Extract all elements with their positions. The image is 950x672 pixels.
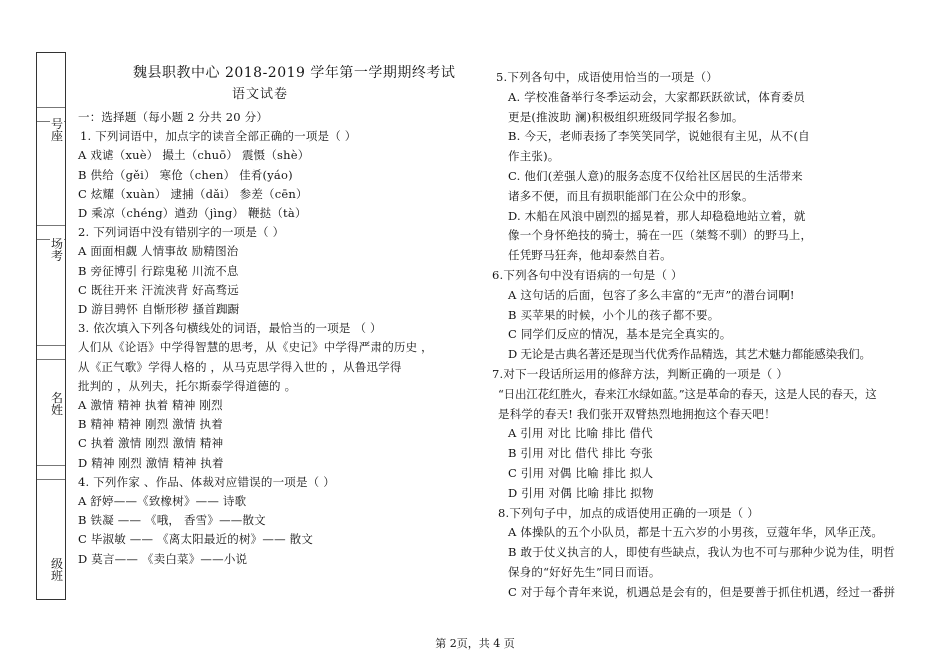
text-line: 人们从《论语》中学得智慧的思考，从《史记》中学得严肃的历史 ， [78,340,433,355]
text-line: D 精神 刚烈 激情 精神 执着 [78,455,224,470]
text-line: 从《正气歌》学得人格的 ，从马克思学得入世的 ，从鲁迅学得 [78,359,402,374]
page-footer: 第 2页，共 4 页 [435,637,515,650]
text-line: D 莫言—— 《卖白菜》——小说 [78,551,248,566]
binding-label-name: 名姓 [50,391,63,417]
text-line: 7.对下一段话所运用的修辞方法，判断正确的一项是（ ） [492,367,789,381]
text-line: B. 今天，老师表扬了李笑笑同学，说她很有主见，从不(自 [508,129,810,144]
text-line: C 同学们反应的情况，基本是完全真实的。 [508,327,732,342]
text-line: A. 学校准备举行冬季运动会，大家都跃跃欲试，体育委员 [508,89,806,104]
text-line: C 对于每个青年来说，机遇总是会有的，但是要善于抓住机遇，经过一番拼 [508,584,896,599]
text-line: B 铁凝 —— 《哦， 香雪》——散文 [78,513,266,528]
text-line: A 这句话的后面，包容了多么丰富的“无声”的潜台词啊! [508,287,795,302]
text-line: 1. 下列词语中，加点字的读音全部正确的一项是（ ） [80,129,357,144]
text-line: C 引用 对偶 比喻 排比 拟人 [508,466,654,480]
text-line: 像一个身怀绝技的骑士，骑在一匹（桀骜不驯）的野马上， [508,228,813,243]
text-line: “日出江花红胜火，春来江水绿如蓝。”这是革命的春天，这是人民的春天，这 [498,386,877,401]
text-line: B 旁征博引 行踪鬼秘 川流不息 [78,263,239,278]
text-line: C 炫耀（xuàn） 逮捕（dǎi） 参差（cēn） [78,186,308,201]
text-line: 批判的 ，从列夫，托尔斯泰学得道德的 。 [78,378,297,393]
binding-label-room: 场考 [50,237,63,263]
binding-label-class: 级班 [50,557,63,583]
text-line: B 敢于仗义执言的人，即使有些缺点，我认为也不可与那种少说为佳，明哲 [508,545,895,560]
text-line: 3. 依次填入下列各句横线处的词语，最恰当的一项是 （ ） [78,321,382,336]
text-line: A 舒婷——《致橡树》—— 诗歌 [78,494,247,508]
text-line: C 毕淑敏 —— 《离太阳最近的树》—— 散文 [78,532,314,547]
text-line: B 引用 对比 借代 排比 夸张 [508,446,653,461]
exam-title: 魏县职教中心 2018-2019 学年第一学期期终考试 [133,65,456,81]
text-line: 8.下列句子中，加点的成语使用正确的一项是（ ） [498,505,759,520]
text-line: C 执着 激情 刚烈 激情 精神 [78,436,224,451]
text-line: 6.下列各句中没有语病的一句是（ ） [492,268,683,282]
text-line: 5.下列各句中，成语使用恰当的一项是（） [496,70,718,84]
text-line: A 体操队的五个小队员，都是十五六岁的小男孩，豆蔻年华，风华正茂。 [508,525,884,540]
text-line: D 引用 对偶 比喻 排比 拟物 [508,485,654,500]
exam-subtitle: 语文试卷 [232,87,289,102]
text-line: D 游目骋怀 自惭形秽 搔首踟蹰 [78,302,240,316]
text-line: D 乘凉（chéng）遒劲（jìng） 鞭挞（tà） [78,206,307,220]
text-line: 更是(推波助 澜)积极组织班级同学报名参加。 [508,109,744,124]
binding-label-seat: 号座 [50,117,63,143]
text-line: 一：选择题（每小题 2 分共 20 分） [78,110,269,124]
text-line: A 引用 对比 比喻 排比 借代 [508,426,653,441]
text-line: C. 他们(差强人意)的服务态度不仅给社区居民的生活带来 [508,169,803,183]
text-line: 4. 下列作家 、作品、体裁对应错误的一项是（ ） [78,474,335,489]
text-line: D. 木船在风浪中剧烈的摇晃着，那人却稳稳地站立着，就 [508,208,806,223]
text-line: 任凭野马狂奔，他却泰然自若。 [508,248,672,263]
text-line: D 无论是古典名著还是现当代优秀作品精选，其艺术魅力都能感染我们。 [508,347,871,362]
text-line: B 供给（gěi） 寒伧（chen） 佳肴(yáo) [78,167,293,182]
text-line: 诸多不便，而且有损职能部门在公众中的形象。 [508,188,754,203]
text-line: A 戏谑（xuè） 撮土（chuō） 震慑（shè） [78,148,310,163]
text-line: A 激情 精神 执着 精神 刚烈 [78,398,223,412]
text-line: C 既往开来 汗流浃背 好高骛远 [78,282,239,297]
text-line: 是科学的春天! 我们张开双臂热烈地拥抱这个春天吧！ [498,406,776,421]
text-line: 2. 下列词语中没有错别字的一项是（ ） [78,225,285,240]
text-line: A 面面相觑 人情事故 励精图治 [78,244,239,259]
text-line: B 精神 精神 刚烈 激情 执着 [78,417,223,432]
text-line: 保身的“好好先生”同日而语。 [508,565,661,579]
text-line: 作主张)。 [508,149,560,164]
text-line: B 买苹果的时候，小个儿的孩子都不要。 [508,307,720,322]
